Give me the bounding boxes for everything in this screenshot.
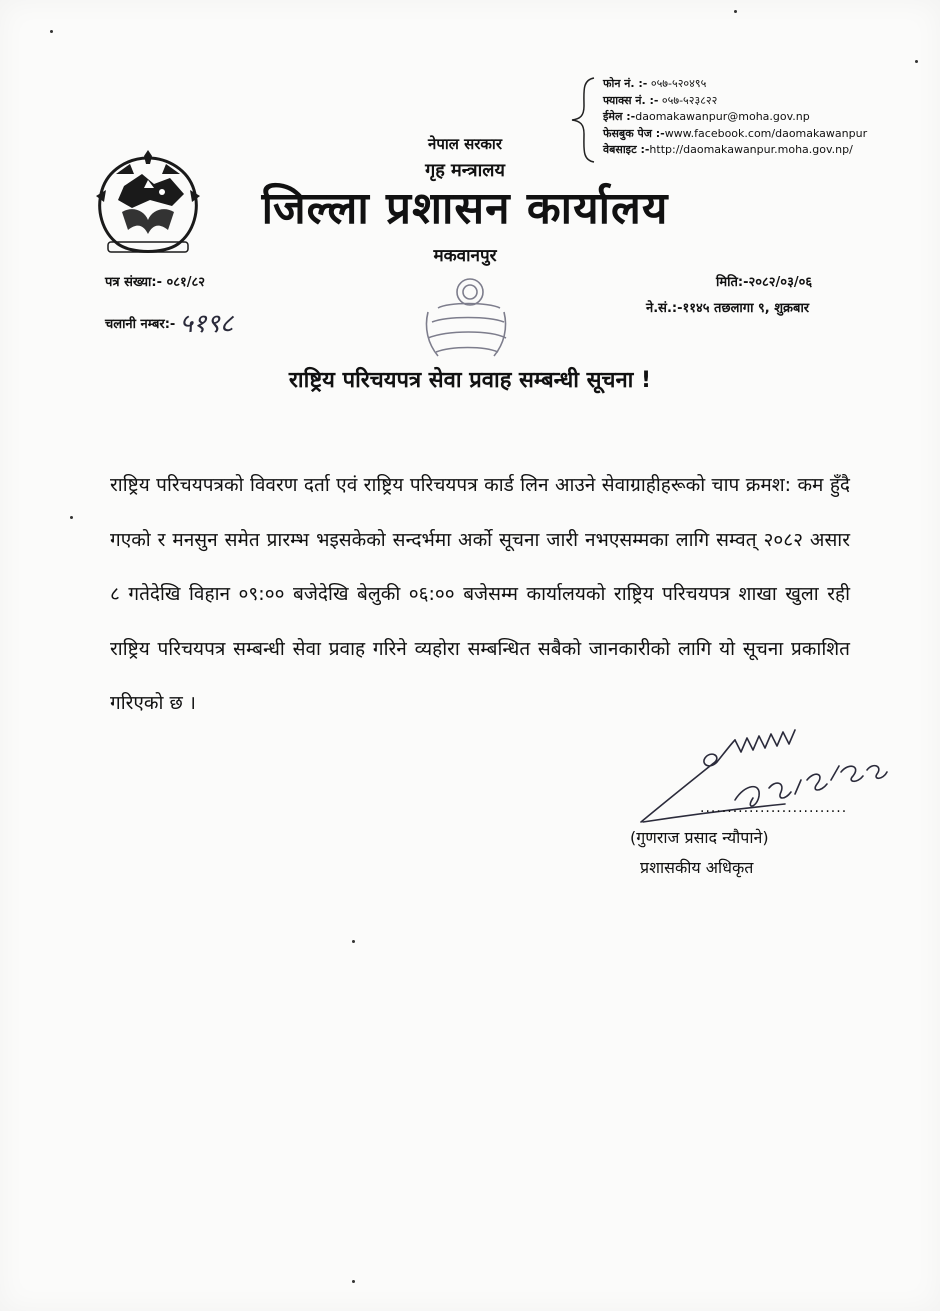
contact-website: वेबसाइट :-http://daomakawanpur.moha.gov.np/ — [603, 143, 853, 156]
district-name: मकवानपुर — [433, 246, 497, 266]
scan-speck — [50, 30, 53, 33]
contact-facebook: फेसबुक पेज :-www.facebook.com/daomakawanpur — [603, 126, 868, 140]
signature-line: ........................... — [700, 800, 848, 816]
scan-speck — [352, 940, 355, 943]
handwritten-dispatch-number: ५१९८ — [179, 309, 234, 339]
dispatch-number: चलानी नम्बर:- ५१९८ — [105, 309, 234, 339]
date: मिति:-२०८२/०३/०६ — [716, 275, 813, 290]
nepal-sambat-date: ने.सं.:-११४५ तछलागा ९, शुक्रबार — [646, 301, 810, 316]
notice-body: राष्ट्रिय परिचयपत्रको विवरण दर्ता एवं राष्ट्रिय परिचयपत्र कार्ड लिन आउने सेवाग्राहीहरूको चाप क्रमश: कम हुँदै गएको र मनसुन समेत प्रारम्भ भइसकेको सन्दर्भमा अर्को सूचना जारी नभएसम्मका लागि सम्वत् २०८२ असार ८ गतेदेखि विहान ०९:०० बजेदेखि बेलुकी ०६:०० बजेसम्म कार्यालयको राष्ट्रिय परिचयपत्र शाखा खुला रही राष्ट्रिय परिचयपत्र सम्बन्धी सेवा प्रवाह गरिने व्यहोरा सम्बन्धित सबैको जानकारीको लागि यो सूचना प्रकाशित गरिएको छ । — [110, 474, 850, 714]
brace-icon — [568, 76, 598, 164]
letter-number: पत्र संख्या:- ०८१/८२ — [105, 275, 206, 290]
contact-phone: फोन नं. :- ०५७-५२०४९५ — [603, 77, 707, 90]
government-name: नेपाल सरकार — [428, 135, 502, 153]
scan-speck — [734, 10, 737, 13]
office-name: जिल्ला प्रशासन कार्यालय — [261, 183, 669, 234]
contact-block — [603, 76, 867, 159]
contact-email: ईमेल :-daomakawanpur@moha.gov.np — [603, 110, 810, 123]
nepal-emblem-icon — [88, 150, 208, 260]
scan-speck — [70, 516, 73, 519]
ministry-name: गृह मन्त्रालय — [425, 160, 505, 181]
contact-fax: फ्याक्स नं. :- ०५७-५२३८२२ — [603, 93, 718, 107]
office-seal-stamp-icon — [418, 272, 510, 360]
signatory-designation: प्रशासकीय अधिकृत — [640, 858, 754, 877]
scan-speck — [352, 1280, 355, 1283]
notice-title: राष्ट्रिय परिचयपत्र सेवा प्रवाह सम्बन्धी सूचना ! — [288, 368, 652, 393]
scan-speck — [915, 60, 918, 63]
signatory-name: (गुणराज प्रसाद न्यौपाने) — [630, 828, 769, 847]
